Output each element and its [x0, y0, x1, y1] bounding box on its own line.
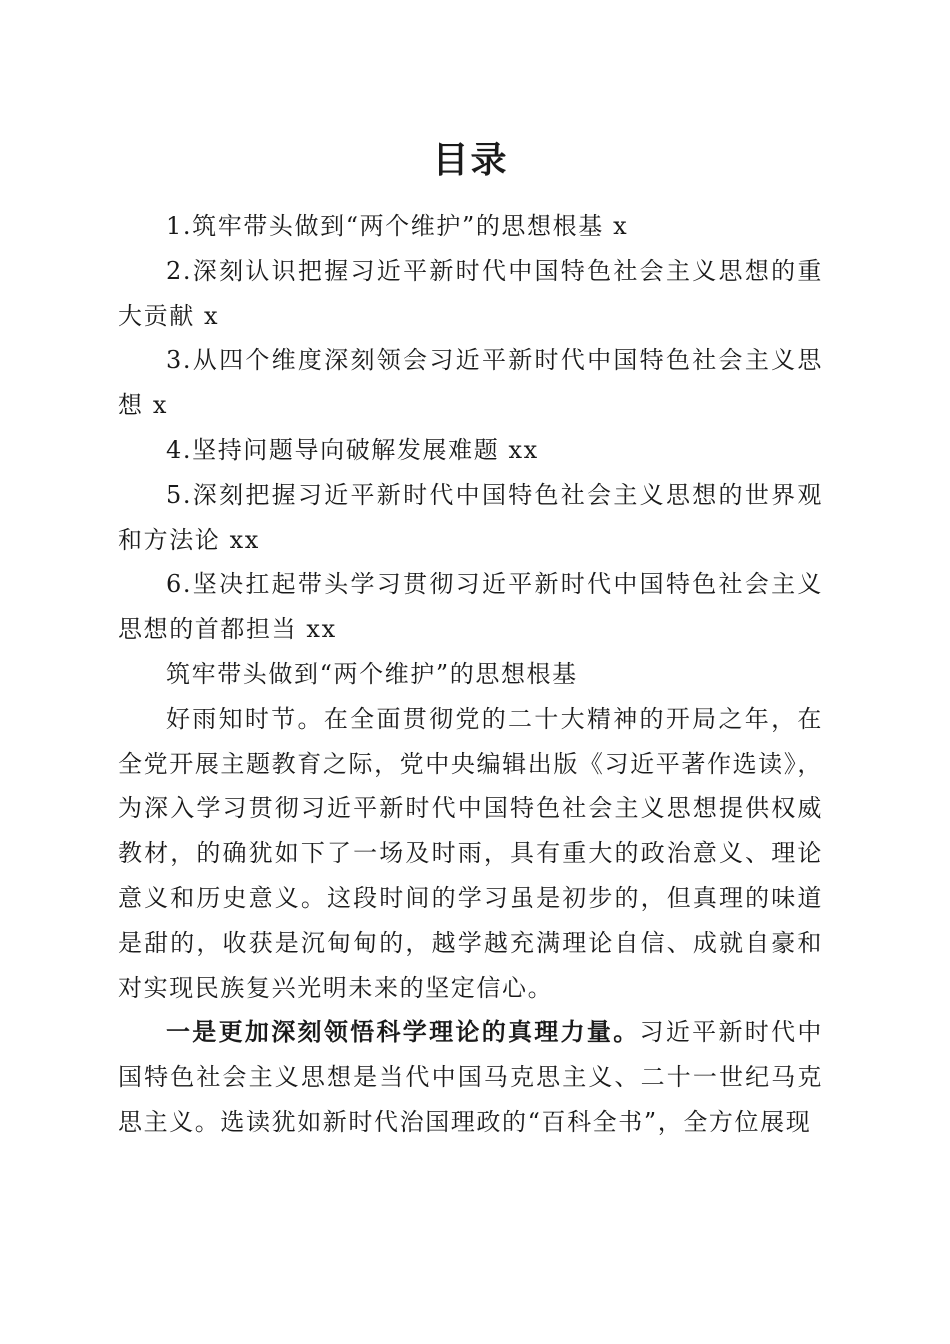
- section-heading: 筑牢带头做到“两个维护”的思想根基: [166, 659, 578, 688]
- paragraph-2: [118, 1010, 823, 1144]
- paragraph-1: 好雨知时节。在全面贯彻党的二十大精神的开局之年，在全党开展主题教育之际，党中央编辑出版《习近平著作选读》，为深入学习贯彻习近平新时代中国特色社会主义思想提供权威教材，的确犹如下了一场及时雨，具有重大的政治意义、理论意义和历史意义。这段时间的学习虽是初步的，但真理的味道是甜的，收获是沉甸甸的，越学越充满理论自信、成就自豪和对实现民族复兴光明未来的坚定信心。: [118, 704, 823, 1002]
- toc-item-5: 5.深刻把握习近平新时代中国特色社会主义思想的世界观和方法论 xx: [118, 480, 823, 554]
- toc-item-4: 4.坚持问题导向破解发展难题 xx: [166, 435, 539, 464]
- page-title: 目录: [432, 139, 509, 181]
- toc-item-6: 6.坚决扛起带头学习贯彻习近平新时代中国特色社会主义思想的首都担当 xx: [118, 570, 823, 644]
- paragraph-2-rest: 习近平新时代中国特色社会主义思想是当代中国马克思主义、二十一世纪马克思主义。选读犹如新时代治国理政的“百科全书”，全方位展现: [118, 1018, 823, 1136]
- toc-item-2: 2.深刻认识把握习近平新时代中国特色社会主义思想的重大贡献 x: [118, 256, 823, 330]
- toc-item-1: 1.筑牢带头做到“两个维护”的思想根基 x: [166, 212, 629, 240]
- toc-item-3: 3.从四个维度深刻领会习近平新时代中国特色社会主义思想 x: [118, 346, 823, 420]
- document-body: [118, 204, 823, 1145]
- paragraph-2-lead: 一是更加深刻领悟科学理论的真理力量。: [166, 1017, 640, 1047]
